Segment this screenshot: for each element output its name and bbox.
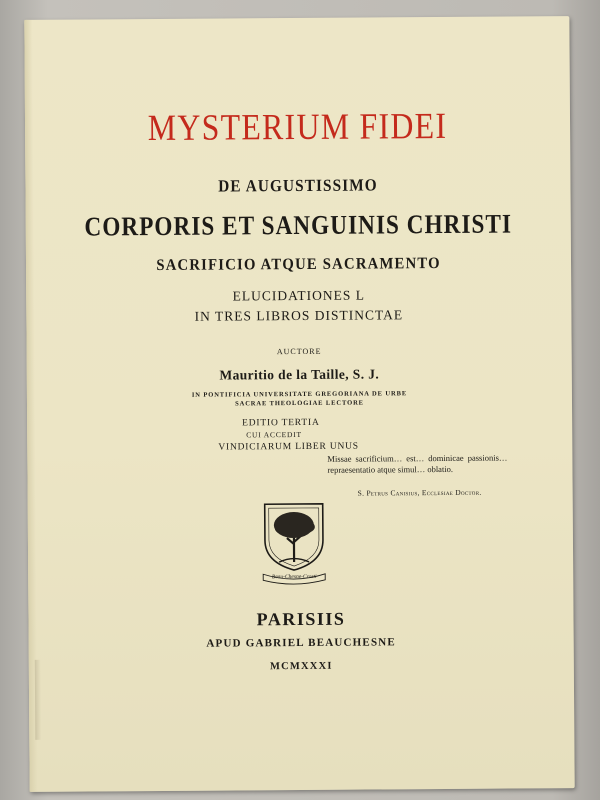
publication-year: MCMXXXI — [269, 660, 333, 673]
publisher-name: APUD GABRIEL BEAUCHESNE — [206, 636, 396, 650]
edition-line-1: EDITIO TERTIA — [242, 417, 320, 429]
affiliation-line-1: IN PONTIFICIA UNIVERSITATE GREGORIANA DE URBE — [191, 390, 408, 399]
emblem-motto: Beau-Chesne-Crosti — [271, 573, 317, 581]
book-title: MYSTERIUM FIDEI — [147, 105, 448, 150]
epigraph-source: S. Petrus Canisius, Ecclesiae Doctor. — [357, 487, 482, 498]
cover-content — [24, 16, 574, 792]
publisher-emblem-icon — [259, 500, 330, 585]
book-cover — [24, 16, 574, 792]
auctore-label: AUCTORE — [276, 346, 322, 357]
affiliation-line-2: SACRAE THEOLOGIAE LECTORE — [235, 399, 364, 408]
author-name: Mauritio de la Taille, S. J. — [219, 366, 380, 383]
publication-city: PARISIIS — [256, 608, 346, 630]
subtitle-line-1: DE AUGUSTISSIMO — [218, 175, 378, 196]
subtitle-line-2: CORPORIS ET SANGUINIS CHRISTI — [84, 208, 513, 242]
edition-line-2: CUI ACCEDIT — [246, 429, 302, 440]
subtitle-line-3: SACRIFICIO ATQUE SACRAMENTO — [156, 255, 441, 274]
edition-line-3: VINDICIARUM LIBER UNUS — [218, 441, 359, 453]
epigraph-quote: Missae sacrificium… est… dominicae passionis… repraesentatio atque simul… oblatio. — [327, 452, 508, 475]
subtitle-line-4: ELUCIDATIONES L — [232, 287, 365, 304]
subtitle-line-5: IN TRES LIBROS DISTINCTAE — [194, 307, 404, 324]
